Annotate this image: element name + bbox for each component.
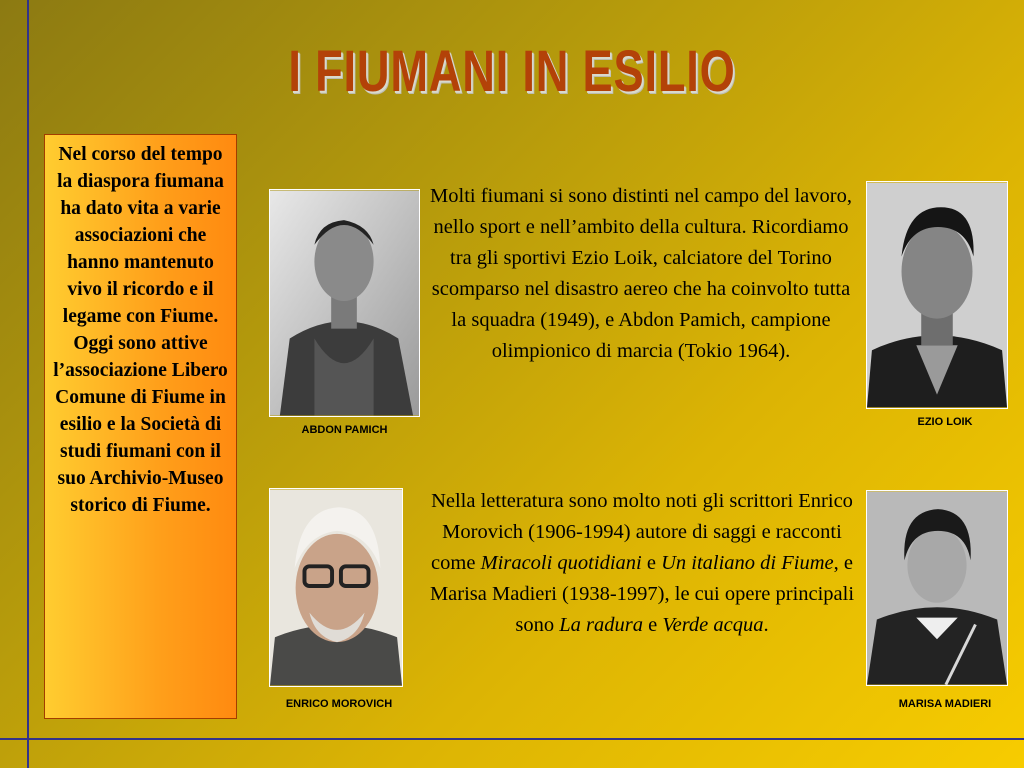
paragraph-letteratura [420,486,864,641]
slide-title: I FIUMANI IN ESILIO [288,39,736,104]
caption-marisa-madieri: MARISA MADIERI [898,698,992,710]
book-title: La radura [559,614,643,636]
horizontal-rule [0,738,1024,740]
text-segment: Nella letteratura sono molto noti gli scrittori Enrico Morovich (1906-1994) autore di saggi e racconti come [431,490,853,574]
sidebar-text-box: Nel corso del tempo la diaspora fiumana ha dato vita a varie associazioni che hanno mantenuto vivo il ricordo e il legame con Fiume. Oggi sono attive l’associazione Libero Comune di Fiume in esilio e la Società di studi fiumani con il suo Archivio-Museo storico di Fiume. [44,134,237,719]
photo-abdon-pamich [269,189,420,417]
photo-enrico-morovich [269,488,403,687]
photo-marisa-madieri [866,490,1008,686]
caption-abdon-pamich: ABDON PAMICH [301,424,388,436]
caption-ezio-loik: EZIO LOIK [917,416,973,428]
caption-enrico-morovich: ENRICO MOROVICH [285,698,393,710]
paragraph-sportivi: Molti fiumani si sono distinti nel campo del lavoro, nello sport e nell’ambito della cultura. Ricordiamo tra gli sportivi Ezio Loik, calciatore del Torino scomparso nel disastro aereo che ha coinvolto tutta la squadra (1949), e Abdon Pamich, campione olimpionico di marcia (Tokio 1964). [430,185,852,362]
text-segment: . [763,614,769,636]
vertical-rule [27,0,29,768]
text-segment: , e Marisa Madieri (1938-1997), le cui opere principali sono [429,552,855,636]
text-segment: e [642,614,663,636]
photo-ezio-loik [866,181,1008,409]
book-title: Verde acqua [662,614,764,636]
book-title: Un italiano di Fiume [661,552,834,574]
text-segment: e [641,552,662,574]
book-title: Miracoli quotidiani [480,552,642,574]
